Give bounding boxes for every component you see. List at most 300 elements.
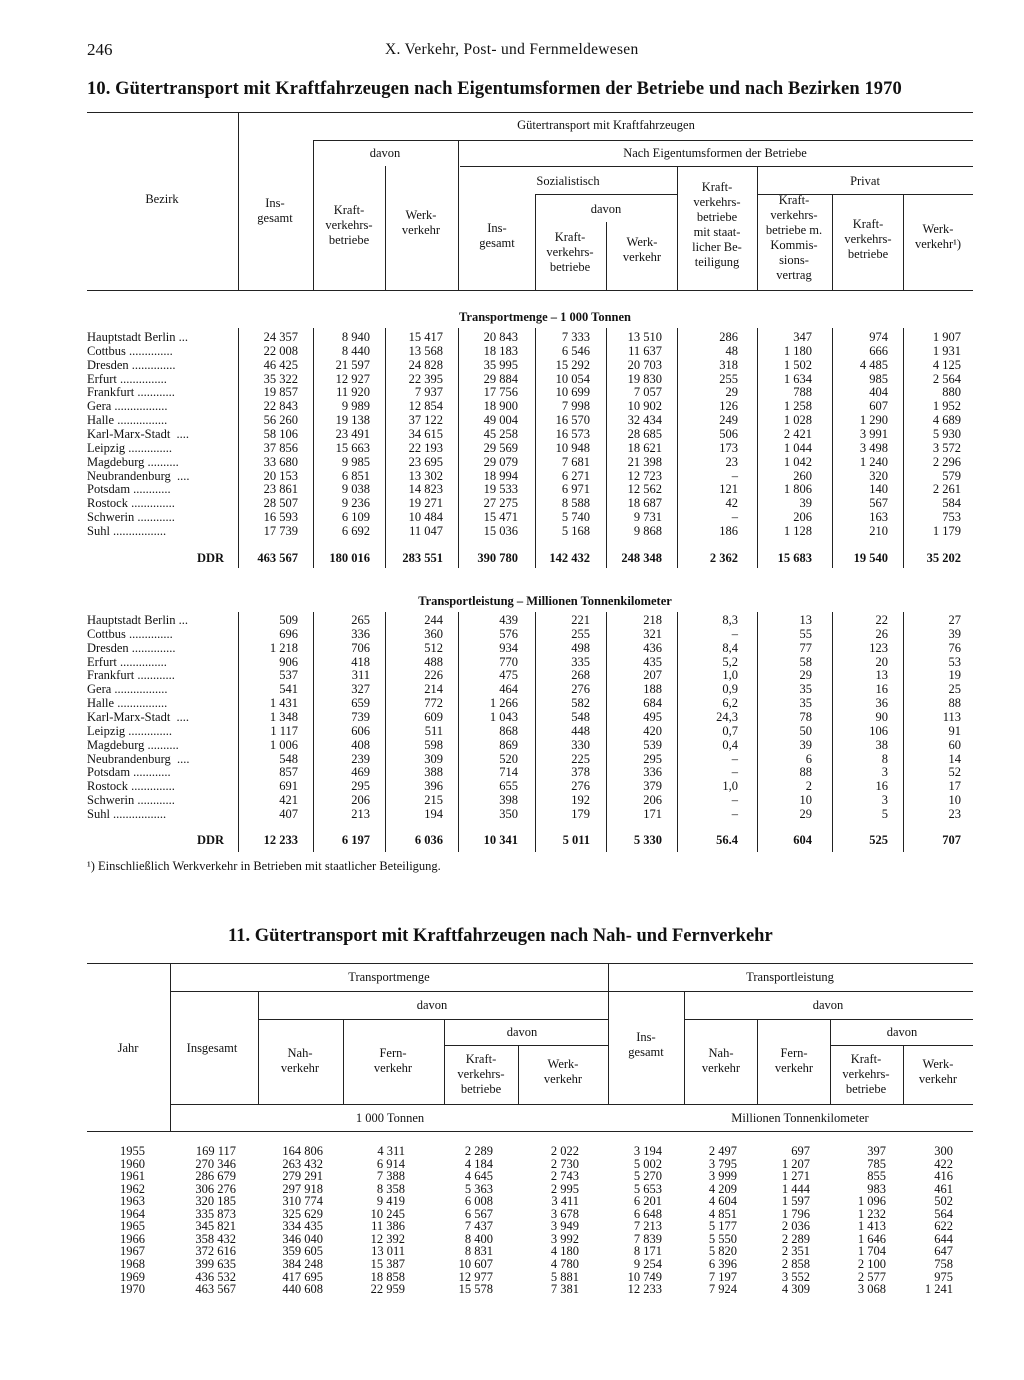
table-cell: 24 357	[263, 330, 298, 344]
table-cell: 121	[719, 482, 738, 497]
table-cell: 335	[571, 654, 590, 669]
table-cell: 5 363	[464, 1181, 493, 1196]
table-cell: 106	[869, 723, 888, 738]
table-cell: 19 533	[483, 482, 518, 497]
table-cell: 576	[499, 626, 518, 641]
table-cell: 869	[499, 737, 518, 752]
table-cell: 609	[424, 709, 443, 724]
table-cell: 22	[875, 613, 888, 627]
header-p-werk: Werk- verkehr¹)	[914, 222, 962, 251]
table-cell: 5	[881, 806, 888, 821]
table-cell: 8 831	[464, 1244, 493, 1259]
year-label: 1966	[120, 1231, 145, 1246]
bezirk-label: Schwerin ............	[87, 793, 175, 808]
table-cell: 1,0	[722, 668, 738, 683]
table-cell: 1,0	[722, 779, 738, 794]
table-cell: 3 552	[781, 1269, 810, 1284]
table-cell: 20	[875, 654, 888, 669]
year-label: 1965	[120, 1219, 145, 1234]
table-cell: 5 881	[550, 1269, 579, 1284]
table-cell: 417 695	[282, 1269, 323, 1284]
table-cell: 35	[799, 696, 812, 711]
table-cell: 1 044	[783, 440, 812, 455]
total-cell: 6 197	[341, 833, 370, 847]
table-cell: 218	[643, 613, 662, 627]
table-cell: 10 245	[370, 1206, 405, 1221]
header-davon4: davon	[886, 1025, 918, 1039]
year-label: 1961	[120, 1169, 145, 1184]
table-cell: 23 861	[263, 482, 298, 497]
table-cell: 295	[643, 751, 662, 766]
table-cell: 9 989	[341, 399, 370, 414]
table-cell: 418	[351, 654, 370, 669]
table-cell: 666	[869, 343, 888, 358]
table-cell: 1 646	[857, 1231, 886, 1246]
header-s-werk: Werk- verkehr	[622, 235, 662, 264]
table-cell: 336	[351, 626, 370, 641]
table-cell: 439	[499, 613, 518, 627]
table-cell: 4 485	[859, 357, 888, 372]
table-cell: 464	[499, 682, 518, 697]
table-cell: 13 568	[408, 343, 443, 358]
total-cell: 5 330	[633, 833, 662, 847]
table-cell: 12 854	[408, 399, 443, 414]
table-cell: 2 351	[781, 1244, 810, 1259]
table-cell: 9 254	[633, 1256, 662, 1271]
year-label: 1960	[120, 1156, 145, 1171]
total-cell: 180 016	[329, 551, 370, 565]
table-cell: 697	[791, 1144, 810, 1158]
table-cell: 276	[571, 779, 590, 794]
rule-line	[87, 290, 973, 291]
table-cell: 58 106	[263, 426, 298, 441]
table-cell: 511	[424, 723, 443, 738]
table-cell: 548	[279, 751, 298, 766]
table-cell: 20 703	[627, 357, 662, 372]
table-cell: 506	[719, 426, 738, 441]
table-cell: 11 637	[628, 343, 662, 358]
header-fern: Fern- verkehr	[373, 1046, 413, 1075]
table-cell: 249	[719, 413, 738, 428]
table-cell: 3 991	[859, 426, 888, 441]
bezirk-label: Hauptstadt Berlin ...	[87, 330, 189, 344]
table-cell: 1 704	[857, 1244, 886, 1259]
table-cell: 1 128	[783, 523, 812, 538]
table-cell: 39	[799, 496, 812, 511]
table-cell: 90	[875, 709, 888, 724]
table-cell: 1 232	[857, 1206, 886, 1221]
table-cell: 4 780	[550, 1256, 579, 1271]
table-cell: 18 900	[483, 399, 518, 414]
table-cell: 644	[934, 1231, 953, 1246]
bezirk-label: Hauptstadt Berlin ...	[87, 613, 189, 627]
bezirk-label: Neubrandenburg ....	[87, 468, 190, 483]
table-cell: 512	[424, 640, 443, 655]
header-top: Gütertransport mit Kraftfahrzeugen	[517, 118, 695, 132]
table-cell: 541	[279, 682, 298, 697]
table-cell: 163	[869, 510, 888, 525]
table-cell: 15 471	[483, 510, 518, 525]
bezirk-label: Karl-Marx-Stadt ....	[87, 426, 190, 441]
table-cell: 440 608	[282, 1282, 323, 1297]
table-cell: 286	[719, 330, 738, 344]
table-cell: 10 054	[555, 371, 590, 386]
table-cell: 372 616	[195, 1244, 236, 1259]
bezirk-label: Cottbus ..............	[87, 343, 173, 358]
table-cell: 1 952	[932, 399, 961, 414]
table-cell: 126	[719, 399, 738, 414]
year-label: 1964	[120, 1206, 145, 1221]
table-cell: 48	[725, 343, 738, 358]
table-cell: 20 153	[263, 468, 298, 483]
table-cell: 29	[799, 806, 812, 821]
table-cell: 4 689	[932, 413, 961, 428]
table-cell: 11 386	[371, 1219, 405, 1234]
table-cell: 32 434	[627, 413, 662, 428]
bezirk-label: Suhl .................	[87, 523, 167, 538]
header-fern2: Fern- verkehr	[774, 1046, 814, 1075]
table-cell: 15 417	[408, 330, 443, 344]
header-insgesamt: Insgesamt	[186, 1041, 238, 1055]
table-cell: 239	[351, 751, 370, 766]
table-cell: 2 289	[464, 1144, 493, 1158]
table-cell: 416	[934, 1169, 953, 1184]
table-cell: 88	[948, 696, 961, 711]
table-cell: 584	[942, 496, 961, 511]
table-cell: 1 431	[269, 696, 298, 711]
table-cell: 29	[799, 668, 812, 683]
table-cell: 0,4	[722, 737, 738, 752]
rule-line	[460, 166, 973, 167]
table-cell: 785	[867, 1156, 886, 1171]
header-insgesamt: Ins- gesamt	[257, 196, 293, 225]
table-cell: 11 920	[336, 385, 370, 400]
table-cell: 1 006	[269, 737, 298, 752]
rule-line	[87, 112, 973, 113]
table-cell: 12 562	[627, 482, 662, 497]
table-cell: 33 680	[263, 454, 298, 469]
table-cell: 4 184	[464, 1156, 493, 1171]
unit-mtkm: Millionen Tonnenkilometer	[731, 1111, 869, 1125]
header-sozialistisch: Sozialistisch	[536, 174, 600, 188]
table-cell: 2 022	[550, 1144, 579, 1158]
table-cell: 855	[867, 1169, 886, 1184]
bezirk-label: Potsdam ............	[87, 765, 171, 780]
table11-title: 11. Gütertransport mit Kraftfahrzeugen nach Nah- und Fernverkehr	[228, 926, 773, 946]
table-cell: 22 193	[408, 440, 443, 455]
table-cell: 330	[571, 737, 590, 752]
table-cell: 1 218	[269, 640, 298, 655]
table-cell: 10	[948, 793, 961, 808]
header-davon2: davon	[590, 202, 622, 216]
table-cell: 3 068	[857, 1282, 886, 1297]
table-cell: 38	[875, 737, 888, 752]
header-kvb2: Kraft- verkehrs- betriebe	[842, 1052, 890, 1096]
table-cell: 279 291	[282, 1169, 323, 1184]
table-cell: 6 914	[376, 1156, 405, 1171]
table-cell: 488	[424, 654, 443, 669]
table-cell: 435	[643, 654, 662, 669]
rule-line	[684, 1019, 973, 1020]
table-cell: 495	[643, 709, 662, 724]
table-cell: 2 261	[932, 482, 961, 497]
header-nah: Nah- verkehr	[280, 1046, 320, 1075]
page-number: 246	[87, 40, 113, 59]
table-cell: 4 645	[464, 1169, 493, 1184]
table-cell: 27 275	[483, 496, 518, 511]
table-cell: 35 322	[263, 371, 298, 386]
table-cell: 359 605	[282, 1244, 323, 1259]
year-label: 1968	[120, 1256, 145, 1271]
table-cell: 318	[719, 357, 738, 372]
table-cell: 684	[643, 696, 662, 711]
table-cell: 10 902	[627, 399, 662, 414]
table-cell: 422	[934, 1156, 953, 1171]
total-cell: 390 780	[477, 551, 518, 565]
header-transportleistung: Transportleistung	[746, 970, 834, 984]
table-cell: 164 806	[282, 1144, 323, 1158]
table-cell: 3 795	[708, 1156, 737, 1171]
table-cell: 582	[571, 696, 590, 711]
header-davon2: davon	[506, 1025, 538, 1039]
total-cell: 248 348	[621, 551, 662, 565]
table-cell: 206	[643, 793, 662, 808]
table-cell: 207	[643, 668, 662, 683]
table-cell: 647	[934, 1244, 953, 1259]
header-s-kvb: Kraft- verkehrs- betriebe	[546, 230, 594, 274]
table-cell: 404	[869, 385, 888, 400]
table-cell: 463 567	[195, 1282, 236, 1297]
rule-line	[535, 194, 677, 195]
table-cell: 16	[875, 779, 888, 794]
table-cell: 15 578	[458, 1282, 493, 1297]
table-cell: 56 260	[263, 413, 298, 428]
table-cell: 37 856	[263, 440, 298, 455]
table-cell: 5 930	[932, 426, 961, 441]
table-cell: 2 296	[932, 454, 961, 469]
table-cell: 8,3	[722, 613, 738, 627]
column-rule	[608, 963, 609, 1104]
table-cell: 320	[869, 468, 888, 483]
table-cell: 320 185	[195, 1194, 236, 1209]
bezirk-label: Dresden ..............	[87, 640, 176, 655]
table-cell: 22 959	[370, 1282, 405, 1297]
table-cell: 24,3	[716, 709, 738, 724]
total-cell: 2 362	[709, 551, 738, 565]
rule-line	[87, 963, 973, 964]
table-cell: 8 940	[341, 330, 370, 344]
table-cell: 19	[948, 668, 961, 683]
table-cell: 336	[643, 765, 662, 780]
table-cell: 20 843	[483, 330, 518, 344]
table-cell: 335 873	[195, 1206, 236, 1221]
unit-1000t: 1 000 Tonnen	[355, 1111, 425, 1125]
table-cell: 14	[948, 751, 961, 766]
table-cell: 16 570	[555, 413, 590, 428]
table-cell: 11 047	[409, 523, 443, 538]
bezirk-label: Magdeburg ..........	[87, 737, 179, 752]
table-cell: 226	[424, 668, 443, 683]
table-cell: 18 994	[483, 468, 518, 483]
table-cell: 396	[424, 779, 443, 794]
table-cell: 7 381	[550, 1282, 579, 1297]
table-cell: 1 258	[783, 399, 812, 414]
table-cell: –	[731, 751, 738, 766]
table-cell: 327	[351, 682, 370, 697]
table-cell: –	[731, 793, 738, 808]
table-cell: 4 180	[550, 1244, 579, 1259]
table-cell: 13 011	[371, 1244, 405, 1259]
table-cell: 475	[499, 668, 518, 683]
table-cell: 12 233	[627, 1282, 662, 1297]
column-rule	[343, 1019, 344, 1104]
table-cell: 347	[793, 330, 812, 344]
table-cell: –	[731, 806, 738, 821]
table-cell: 714	[499, 765, 518, 780]
table-cell: 659	[351, 696, 370, 711]
table-cell: 358 432	[195, 1231, 236, 1246]
table-cell: 13 302	[408, 468, 443, 483]
table-cell: 3	[881, 765, 888, 780]
table-cell: 140	[869, 482, 888, 497]
table-cell: 1 096	[857, 1194, 886, 1209]
total-cell: 19 540	[853, 551, 888, 565]
table-cell: 598	[424, 737, 443, 752]
table-cell: 655	[499, 779, 518, 794]
table-cell: 6 971	[561, 482, 590, 497]
table-cell: 270 346	[195, 1156, 236, 1171]
table-cell: 17 739	[263, 523, 298, 538]
table-cell: 857	[279, 765, 298, 780]
table-cell: 758	[934, 1256, 953, 1271]
table-cell: 8 588	[561, 496, 590, 511]
table-cell: 10 607	[458, 1256, 493, 1271]
bezirk-label: Frankfurt ............	[87, 668, 175, 683]
table-cell: 171	[643, 806, 662, 821]
table-cell: 388	[424, 765, 443, 780]
total-cell: 15 683	[777, 551, 812, 565]
table-cell: 2 858	[781, 1256, 810, 1271]
table-cell: 6 546	[561, 343, 590, 358]
table-cell: 7 388	[376, 1169, 405, 1184]
table-cell: 8 440	[341, 343, 370, 358]
table-cell: 22 395	[408, 371, 443, 386]
table-cell: 215	[424, 793, 443, 808]
table-cell: 350	[499, 806, 518, 821]
header-staatl: Kraft- verkehrs- betriebe mit staat- licher Be- teiligung	[692, 180, 742, 269]
table-cell: 12 392	[370, 1231, 405, 1246]
table-cell: 753	[942, 510, 961, 525]
header-kvb: Kraft- verkehrs- betriebe	[457, 1052, 505, 1096]
table-cell: 6 567	[464, 1206, 493, 1221]
table-cell: 1 207	[781, 1156, 810, 1171]
table-cell: 58	[799, 654, 812, 669]
table-cell: 29 569	[483, 440, 518, 455]
bezirk-label: Halle ................	[87, 413, 168, 428]
table-cell: 15 036	[483, 523, 518, 538]
table-cell: 15 387	[370, 1256, 405, 1271]
table-cell: 7 333	[561, 330, 590, 344]
table-cell: 564	[934, 1206, 953, 1221]
table-cell: 6 396	[708, 1256, 737, 1271]
table-cell: 53	[948, 654, 961, 669]
table-cell: 378	[571, 765, 590, 780]
table-cell: 346 040	[282, 1231, 323, 1246]
table-cell: 6	[805, 751, 812, 766]
table-cell: 23 491	[335, 426, 370, 441]
header-jahr: Jahr	[117, 1041, 139, 1055]
bezirk-label: Schwerin ............	[87, 510, 175, 525]
table-cell: 15 292	[555, 357, 590, 372]
table-cell: 26	[875, 626, 888, 641]
table-cell: 34 615	[408, 426, 443, 441]
table-cell: 7 839	[633, 1231, 662, 1246]
table-cell: 35 995	[483, 357, 518, 372]
table-cell: 567	[869, 496, 888, 511]
table-cell: 974	[869, 330, 888, 344]
table-cell: 297 918	[282, 1181, 323, 1196]
table-cell: 1 117	[270, 723, 298, 738]
total-cell: 463 567	[257, 551, 298, 565]
table-cell: 1 931	[932, 343, 961, 358]
table-cell: 420	[643, 723, 662, 738]
table-cell: 10	[799, 793, 812, 808]
table-cell: 5 270	[633, 1169, 662, 1184]
table-cell: 2 577	[857, 1269, 886, 1284]
rule-line	[87, 1131, 973, 1132]
table-cell: 5 002	[633, 1156, 662, 1171]
table-cell: 788	[793, 385, 812, 400]
table-cell: 3 572	[932, 440, 961, 455]
table-cell: 113	[942, 709, 961, 724]
table-cell: 2 036	[781, 1219, 810, 1234]
table-cell: 2 730	[550, 1156, 579, 1171]
table-cell: 19 138	[335, 413, 370, 428]
header-werk: Werk- verkehr	[401, 208, 441, 237]
table-cell: 39	[948, 626, 961, 641]
table-cell: 8,4	[722, 640, 738, 655]
bezirk-label: Suhl .................	[87, 806, 167, 821]
table-cell: 6 851	[341, 468, 370, 483]
total-label: DDR	[197, 833, 225, 847]
table-cell: 14 823	[408, 482, 443, 497]
table-cell: 18 183	[483, 343, 518, 358]
table-cell: 2	[805, 779, 812, 794]
table-cell: 379	[643, 779, 662, 794]
table-cell: 2 421	[783, 426, 812, 441]
table-cell: 421	[279, 793, 298, 808]
table-cell: 1 502	[783, 357, 812, 372]
table-cell: 5 740	[561, 510, 590, 525]
table-cell: 309	[424, 751, 443, 766]
table-cell: 21 597	[335, 357, 370, 372]
year-label: 1962	[120, 1181, 145, 1196]
table-cell: 76	[948, 640, 961, 655]
table-cell: 691	[279, 779, 298, 794]
table-cell: 16 593	[263, 510, 298, 525]
table-cell: 983	[867, 1181, 886, 1196]
bezirk-label: Magdeburg ..........	[87, 454, 179, 469]
header-davon: davon	[369, 146, 401, 160]
table-cell: 36	[875, 696, 888, 711]
header-ins2: Ins- gesamt	[628, 1030, 664, 1059]
table-cell: 46 425	[263, 357, 298, 372]
bezirk-label: Rostock ..............	[87, 779, 175, 794]
table-cell: 7 924	[708, 1282, 737, 1297]
table-cell: 192	[571, 793, 590, 808]
table-cell: 622	[934, 1219, 953, 1234]
table-cell: 12 977	[458, 1269, 493, 1284]
